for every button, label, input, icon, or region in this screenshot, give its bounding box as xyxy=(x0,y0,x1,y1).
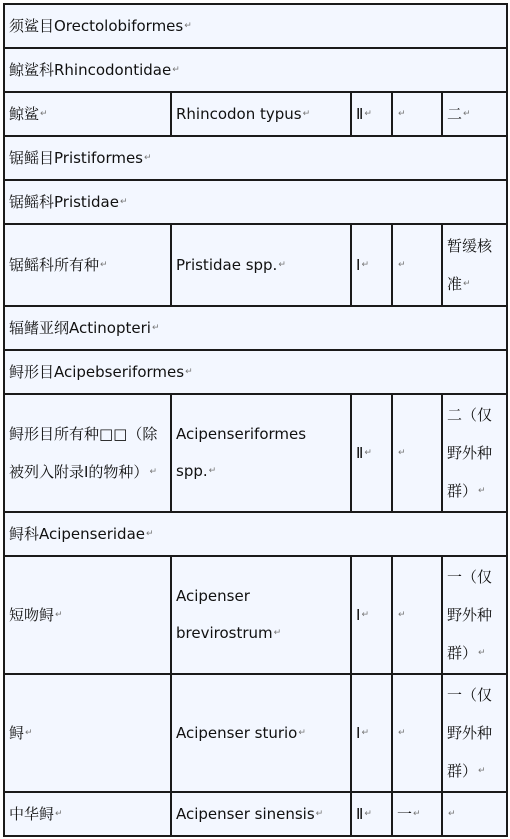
protection-cell: 二（仅野外种群）↵ xyxy=(442,394,507,512)
common-name-cell: 鲸鲨↵ xyxy=(4,92,171,136)
family-row xyxy=(4,180,507,224)
subclass-cell: 辐鳍亚纲Actinopteri↵ xyxy=(4,306,507,350)
subclass-row xyxy=(4,306,507,350)
family-row xyxy=(4,512,507,556)
appendix-cell: Ⅰ↵ xyxy=(351,224,392,306)
note-cell: ↵ xyxy=(392,92,442,136)
family-row xyxy=(4,48,507,92)
species-row xyxy=(4,92,507,136)
order-cell: 须鲨目Orectolobiformes↵ xyxy=(4,4,507,48)
species-table xyxy=(3,3,508,837)
family-cell: 鲟科Acipenseridae↵ xyxy=(4,512,507,556)
appendix-cell: Ⅰ↵ xyxy=(351,674,392,792)
protection-cell: 一（仅野外种群）↵ xyxy=(442,556,507,674)
appendix-cell: Ⅱ↵ xyxy=(351,394,392,512)
latin-name-cell: Acipenser sinensis↵ xyxy=(171,792,351,836)
family-cell: 鲸鲨科Rhincodontidae↵ xyxy=(4,48,507,92)
order-row xyxy=(4,136,507,180)
species-row xyxy=(4,394,507,512)
common-name-cell: 锯鳐科所有种↵ xyxy=(4,224,171,306)
protection-cell: 一（仅野外种群）↵ xyxy=(442,674,507,792)
common-name-cell: 鲟形目所有种□□（除被列入附录Ⅰ的物种）↵ xyxy=(4,394,171,512)
species-row xyxy=(4,674,507,792)
note-cell: ↵ xyxy=(392,394,442,512)
protection-cell: ↵ xyxy=(442,792,507,836)
protection-cell: 暂缓核准↵ xyxy=(442,224,507,306)
species-row xyxy=(4,556,507,674)
species-row xyxy=(4,792,507,836)
note-cell: ↵ xyxy=(392,556,442,674)
protection-cell: 二↵ xyxy=(442,92,507,136)
note-cell: ↵ xyxy=(392,224,442,306)
appendix-cell: Ⅰ↵ xyxy=(351,556,392,674)
order-row xyxy=(4,4,507,48)
common-name-cell: 中华鲟↵ xyxy=(4,792,171,836)
family-cell: 锯鳐科Pristidae↵ xyxy=(4,180,507,224)
common-name-cell: 短吻鲟↵ xyxy=(4,556,171,674)
latin-name-cell: Rhincodon typus↵ xyxy=(171,92,351,136)
order-cell: 锯鳐目Pristiformes↵ xyxy=(4,136,507,180)
appendix-cell: Ⅱ↵ xyxy=(351,792,392,836)
order-row xyxy=(4,350,507,394)
note-cell: 一↵ xyxy=(392,792,442,836)
latin-name-cell: Acipenser brevirostrum↵ xyxy=(171,556,351,674)
note-cell: ↵ xyxy=(392,674,442,792)
latin-name-cell: Acipenseriformes spp.↵ xyxy=(171,394,351,512)
latin-name-cell: Pristidae spp.↵ xyxy=(171,224,351,306)
common-name-cell: 鲟↵ xyxy=(4,674,171,792)
order-cell: 鲟形目Acipebseriformes↵ xyxy=(4,350,507,394)
latin-name-cell: Acipenser sturio↵ xyxy=(171,674,351,792)
appendix-cell: Ⅱ↵ xyxy=(351,92,392,136)
species-row xyxy=(4,224,507,306)
